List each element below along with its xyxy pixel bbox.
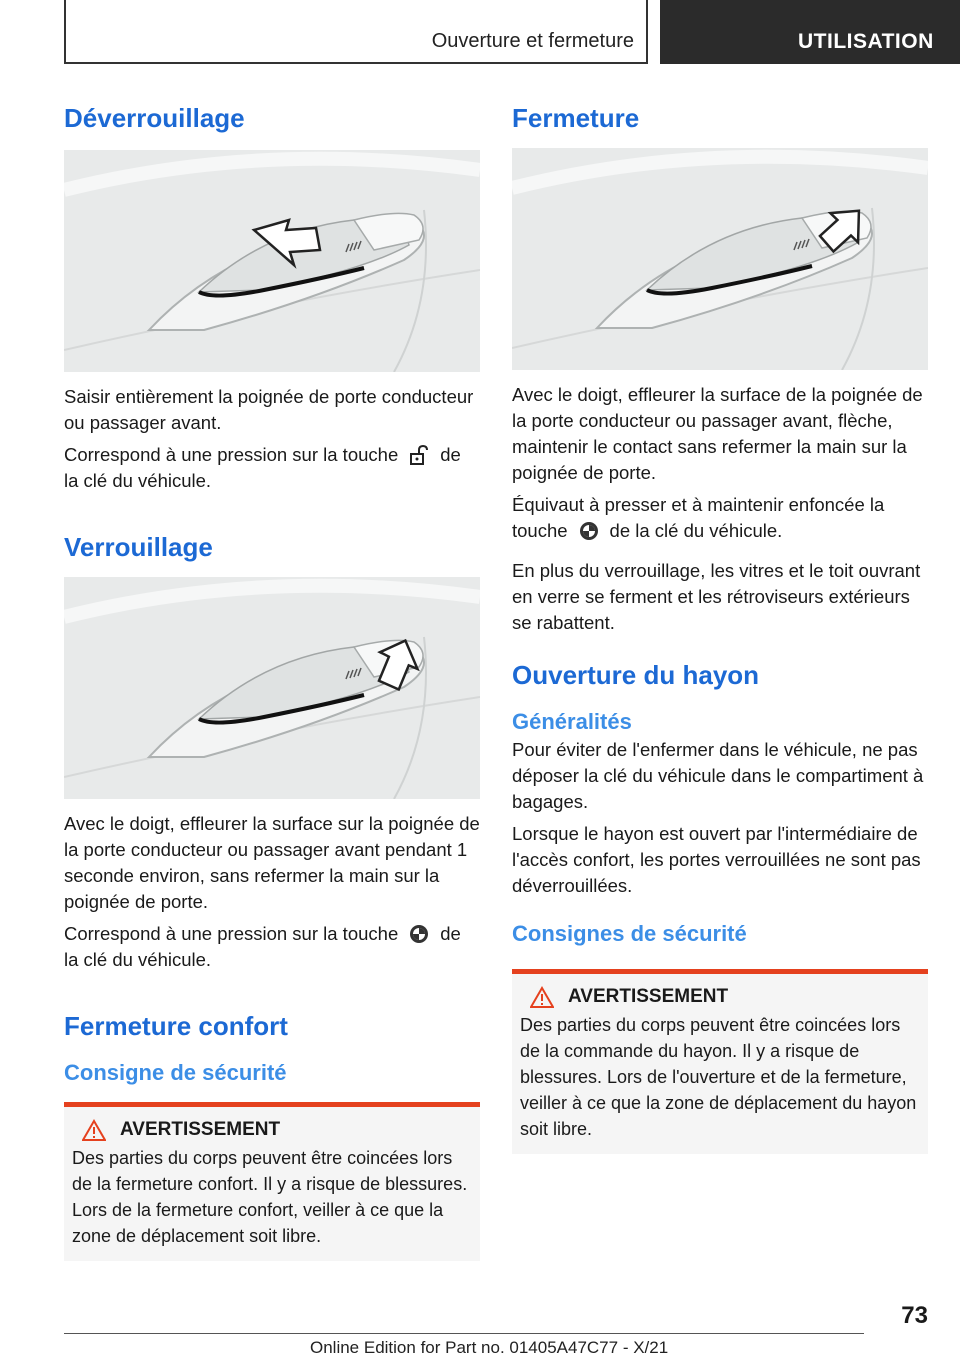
warning-triangle-icon	[530, 986, 554, 1008]
tailgate-safety-subheading: Consignes de sécurité	[512, 921, 747, 946]
unlock-p2-text-c: la clé du véhicule.	[64, 470, 212, 491]
comfort-closing-heading: Fermeture confort	[64, 1011, 288, 1041]
lock-key-icon	[408, 924, 430, 944]
footer-divider	[64, 1333, 864, 1334]
lock-door-handle-illustration	[64, 577, 480, 799]
closing-p2-text-a: Équivaut à presser et à maintenir enfoncée la	[512, 494, 885, 515]
closing-p2-text-b: touche	[512, 520, 568, 541]
header-section-title: Ouverture et fermeture	[431, 30, 634, 52]
unlock-paragraph-1: Saisir entièrement la poignée de porte conducteur ou passager avant.	[64, 386, 474, 433]
page-number: 73	[901, 1302, 928, 1329]
closing-paragraph-1: Avec le doigt, effleurer la surface de la poignée de la porte conducteur ou passager avant, flèche, maintenir le contact sans refermer la main sur la poignée de porte.	[512, 384, 923, 483]
left-column	[64, 103, 480, 1261]
comfort-warning-box	[64, 1102, 480, 1261]
unlock-p2-text-a: Correspond à une pression sur la touche	[64, 444, 399, 465]
lock-paragraph-2	[64, 921, 480, 973]
tailgate-warning-text: Des parties du corps peuvent être coincées lors de la commande du hayon. Il y a risque de blessures. Lors de l'ouverture et de la fermeture, veiller à ce que la zone de déplacement du hayon soit libre.	[520, 1015, 917, 1139]
unlock-heading: Déverrouillage	[64, 103, 245, 133]
unlock-p2-text-b: de	[440, 444, 461, 465]
closing-paragraph-3: En plus du verrouillage, les vitres et le toit ouvrant en verre se ferment et les rétroviseurs extérieurs se rabattent.	[512, 560, 921, 633]
lock-paragraph-1: Avec le doigt, effleurer la surface sur la poignée de la porte conducteur ou passager avant pendant 1 seconde environ, sans refermer la main sur la poignée de porte.	[64, 813, 480, 912]
right-column	[512, 103, 928, 1154]
tailgate-warning-title	[520, 986, 920, 1008]
comfort-warning-title	[72, 1119, 472, 1141]
comfort-warning-title-text: AVERTISSEMENT	[120, 1119, 281, 1140]
closing-paragraph-2	[512, 492, 928, 544]
lock-key-icon	[578, 521, 600, 541]
tailgate-warning-box	[512, 969, 928, 1154]
comfort-warning-text: Des parties du corps peuvent être coincées lors de la fermeture confort. Il y a risque de blessures. Lors de la fermeture confort, veiller à ce que la zone de déplacement soit libre.	[72, 1148, 468, 1246]
lock-p2-text-b: de	[440, 923, 461, 944]
closing-door-handle-illustration	[512, 148, 928, 370]
tailgate-paragraph-2: Lorsque le hayon est ouvert par l'intermédiaire de l'accès confort, les portes verrouillées ne sont pas déverrouillées.	[512, 823, 921, 896]
footer-edition: Online Edition for Part no. 01405A47C77 - X/21	[310, 1338, 669, 1357]
header-chapter-title: UTILISATION	[798, 30, 934, 53]
lock-p2-text-a: Correspond à une pression sur la touche	[64, 923, 399, 944]
closing-p2-text-c: de la clé du véhicule.	[609, 520, 783, 541]
closing-heading: Fermeture	[512, 103, 640, 133]
header-section-box	[64, 0, 648, 64]
unlock-paragraph-2	[64, 442, 480, 494]
tailgate-warning-title-text: AVERTISSEMENT	[568, 986, 729, 1007]
unlock-key-icon	[408, 445, 430, 465]
tailgate-general-subheading: Généralités	[512, 709, 632, 734]
warning-triangle-icon	[82, 1119, 106, 1141]
lock-heading: Verrouillage	[64, 532, 213, 562]
tailgate-heading: Ouverture du hayon	[512, 660, 760, 690]
lock-p2-text-c: la clé du véhicule.	[64, 949, 212, 970]
tailgate-paragraph-1: Pour éviter de l'enfermer dans le véhicule, ne pas déposer la clé du véhicule dans le compartiment à bagages.	[512, 739, 924, 812]
header-chapter-tab	[660, 0, 960, 64]
comfort-safety-subheading: Consigne de sécurité	[64, 1060, 287, 1085]
unlock-door-handle-illustration	[64, 150, 480, 372]
